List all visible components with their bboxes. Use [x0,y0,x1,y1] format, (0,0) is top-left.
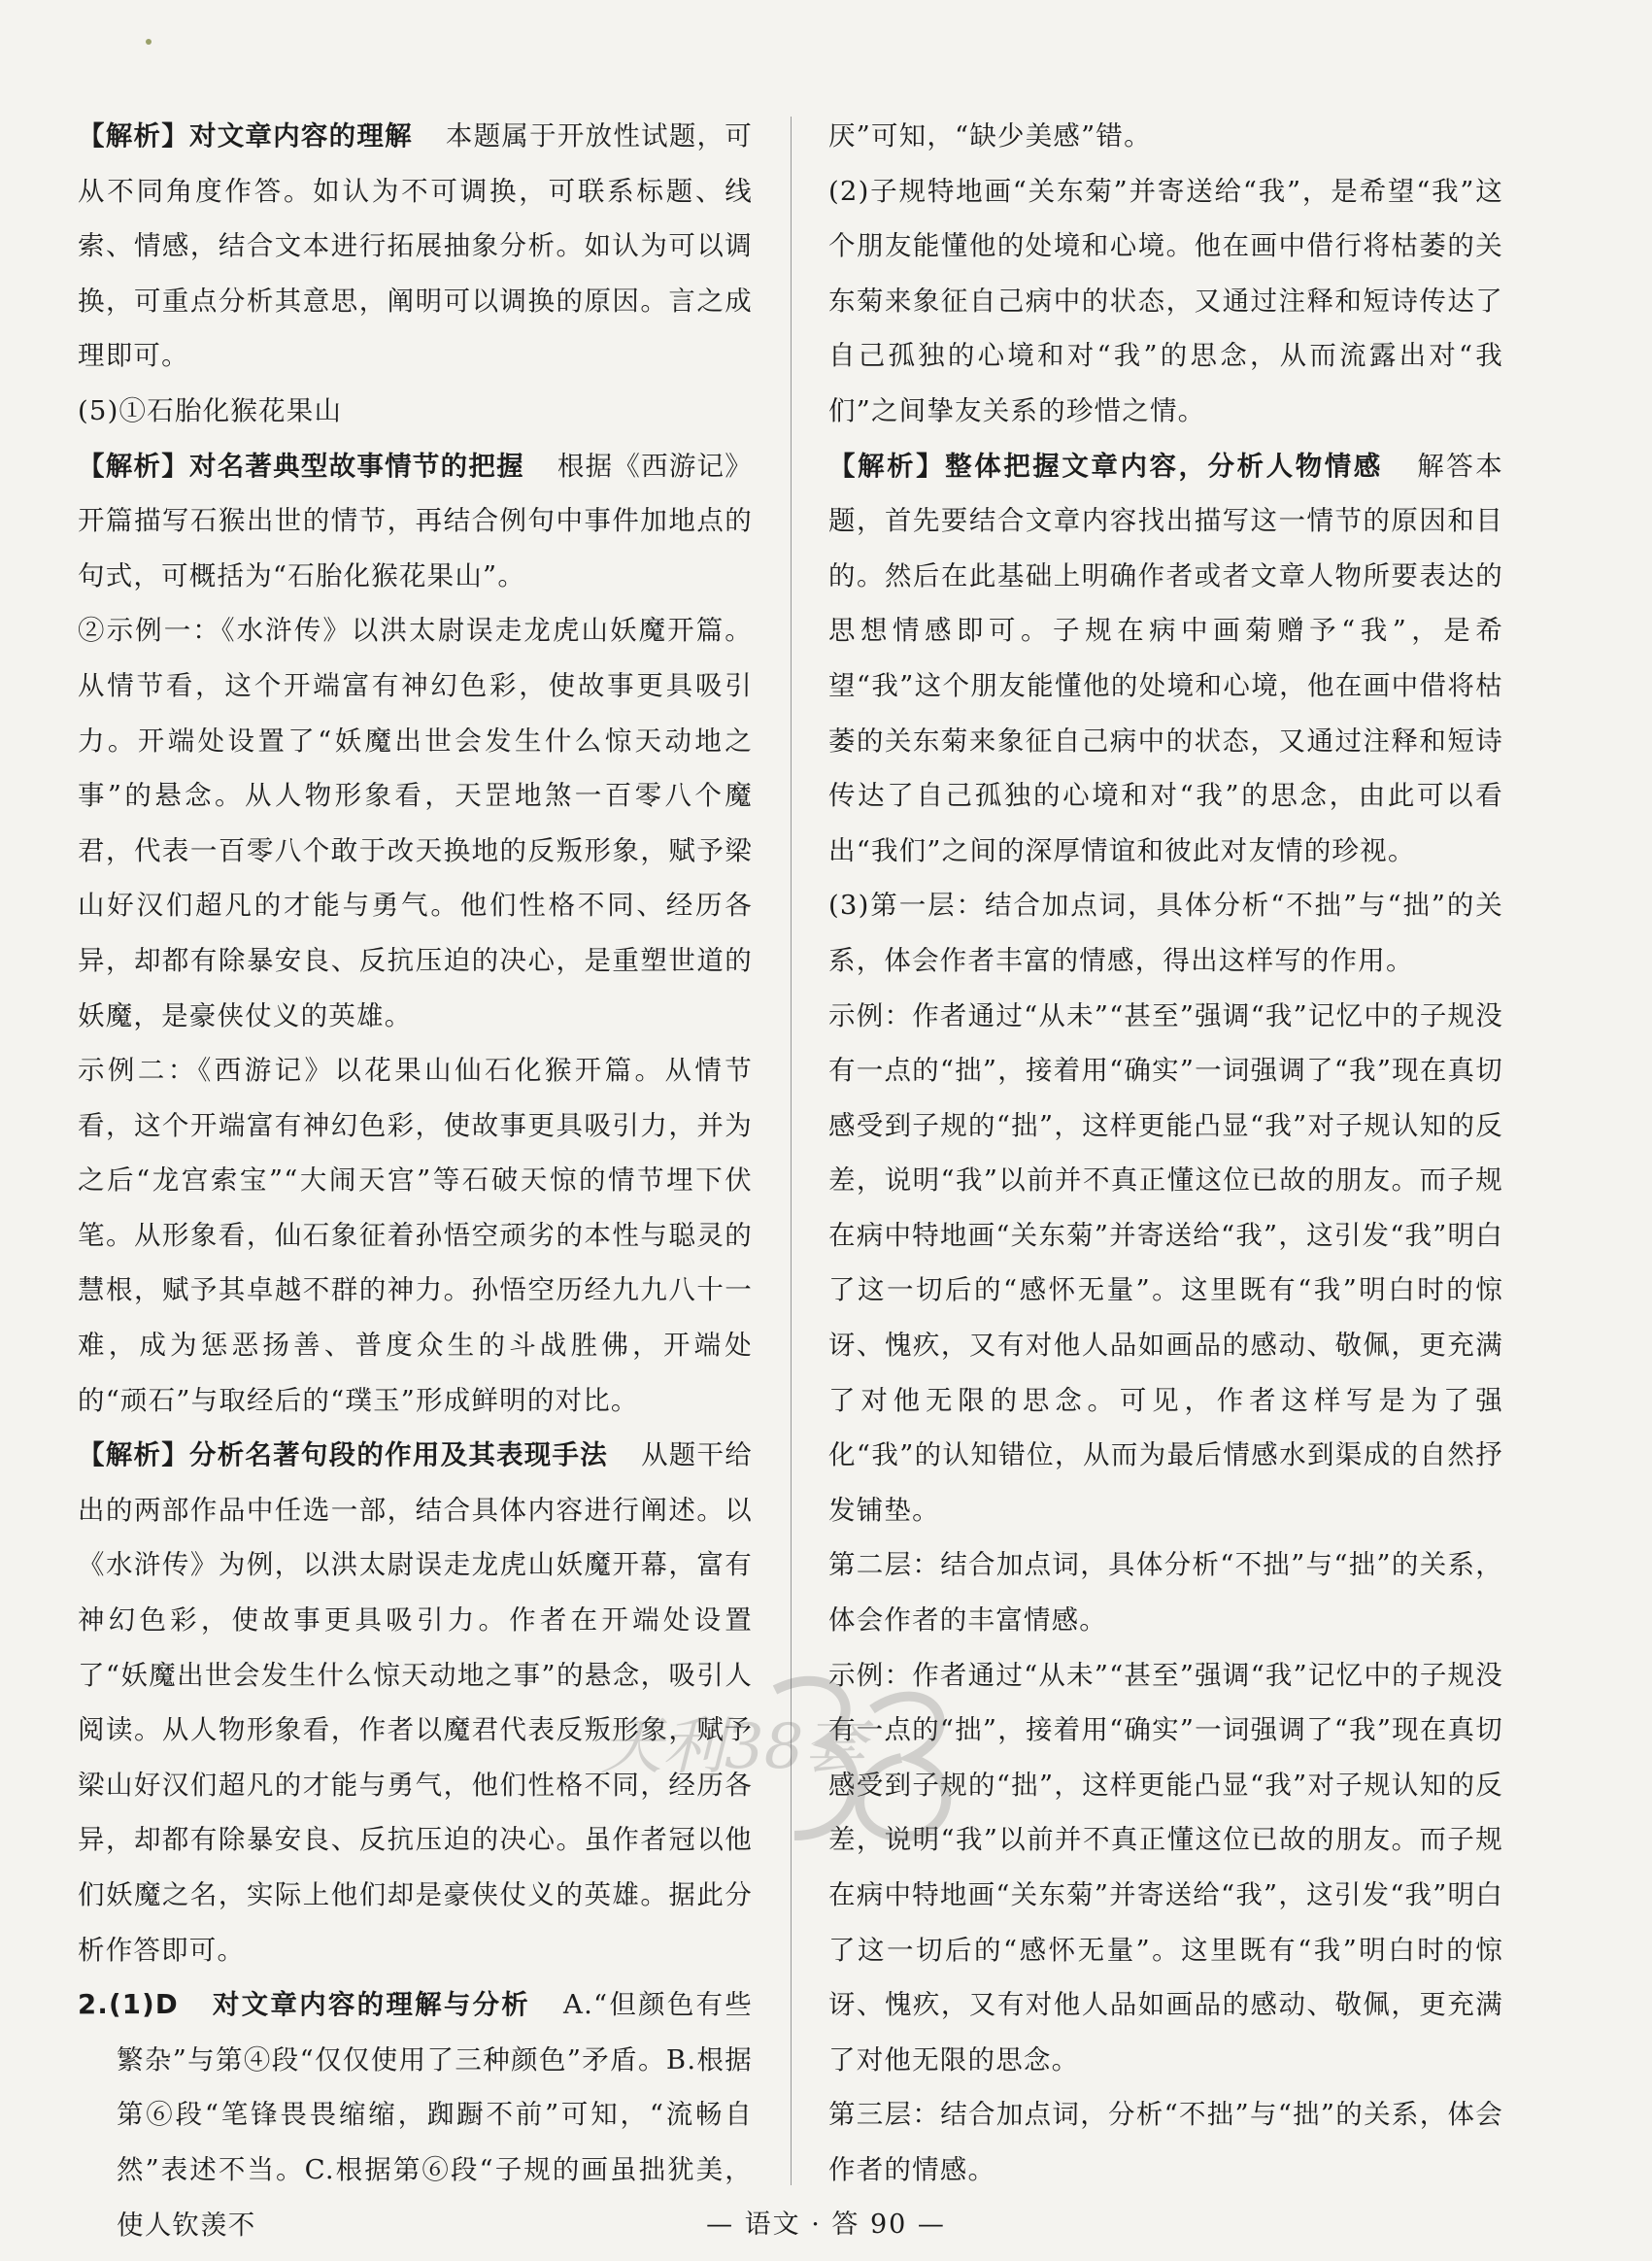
paragraph-text: 本题属于开放性试题，可从不同角度作答。如认为不可调换，可联系标题、线索、情感，结合文本进行拓展抽象分析。如认为可以调换，可重点分析其意思，阐明可以调换的原因。言之成理即可。 [78,120,754,372]
paragraph: 示例：作者通过“从未”“甚至”强调“我”记忆中的子规没有一点的“拙”，接着用“确实”一词强调了“我”现在真切感受到子规的“拙”，这样更能凸显“我”对子规认知的反差，说明“我”以前并不真正懂这位已故的朋友。而子规在病中特地画“关东菊”并寄送给“我”，这引发“我”明白了这一切后的“感怀无量”。这里既有“我”明白时的惊讶、愧疚，又有对他人品如画品的感动、敬佩，更充满了对他无限的思念。 [828,1659,1503,2075]
analysis-label: 【解析】对文章内容的理解 [78,120,413,152]
watermark-text: 天利38套 [600,1711,866,1783]
paragraph-text: 根据《西游记》开篇描写石猴出世的情节，再结合例句中事件加地点的句式，可概括为“石胎化猴花果山”。 [78,450,753,591]
paragraph [828,439,1503,879]
question-number: 2.(1)D [78,1989,179,2021]
paragraph: ②示例一：《水浒传》以洪太尉误走龙虎山妖魔开篇。从情节看，这个开端富有神幻色彩，使故事更具吸引力。开端处设置了“妖魔出世会发生什么惊天动地之事”的悬念。从人物形象看，天罡地煞一百零八个魔君，代表一百零八个敢于改天换地的反叛形象，赋予梁山好汉们超凡的才能与勇气。他们性格不同、经历各异，却都有除暴安良、反抗压迫的决心，是重塑世道的妖魔，是豪侠仗义的英雄。 [78,615,753,1031]
paragraph [78,439,753,604]
paragraph [78,1428,753,1977]
analysis-label: 【解析】整体把握文章内容，分析人物情感 [828,450,1383,482]
paragraph: 第二层：结合加点词，具体分析“不拙”与“拙”的关系，体会作者的丰富情感。 [828,1549,1503,1637]
column-divider [791,117,792,2185]
paragraph: 示例二：《西游记》以花果山仙石化猴开篇。从情节看，这个开端富有神幻色彩，使故事更具吸引力，并为之后“龙宫索宝”“大闹天宫”等石破天惊的情节埋下伏笔。从形象看，仙石象征着孙悟空顽劣的本性与聪灵的慧根，赋予其卓越不群的神力。孙悟空历经九九八十一难，成为惩恶扬善、普度众生的斗战胜佛，开端处的“顽石”与取经后的“璞玉”形成鲜明的对比。 [78,1055,753,1416]
paragraph: 示例：作者通过“从未”“甚至”强调“我”记忆中的子规没有一点的“拙”，接着用“确实”一词强调了“我”现在真切感受到子规的“拙”，这样更能凸显“我”对子规认知的反差，说明“我”以前并不真正懂这位已故的朋友。而子规在病中特地画“关东菊”并寄送给“我”，这引发“我”明白了这一切后的“感怀无量”。这里既有“我”明白时的惊讶、愧疚，又有对他人品如画品的感动、敬佩，更充满了对他无限的思念。可见，作者这样写是为了强化“我”的认知错位，从而为最后情感水到渠成的自然抒发铺垫。 [828,999,1503,1526]
print-speck [146,39,152,45]
paragraph-text: A.“但颜色有些繁杂”与第④段“仅仅使用了三种颜色”矛盾。B.根据第⑥段“笔锋畏畏缩缩，踟蹰不前”可知，“流畅自然”表述不当。C.根据第⑥段“子规的画虽拙犹美，使人钦羡不 [117,1989,753,2241]
page-footer: — 语文 · 答 90 — [706,2210,946,2240]
paragraph [78,109,753,384]
paragraph-text: 解答本题，首先要结合文章内容找出描写这一情节的原因和目的。然后在此基础上明确作者或者文章人物所要表达的思想情感即可。子规在病中画菊赠予“我”，是希望“我”这个朋友能懂他的处境和心境，他在画中借将枯萎的关东菊来象征自己病中的状态，又通过注释和短诗传达了自己孤独的心境和对“我”的思念，由此可以看出“我们”之间的深厚情谊和彼此对友情的珍视。 [828,450,1503,866]
right-column [828,109,1503,2198]
paragraph: (2)子规特地画“关东菊”并寄送给“我”，是希望“我”这个朋友能懂他的处境和心境。他在画中借行将枯萎的关东菊来象征自己病中的状态，又通过注释和短诗传达了自己孤独的心境和对“我”的思念，从而流露出对“我们”之间挚友关系的珍惜之情。 [828,175,1503,426]
paragraph-text: 从题干给出的两部作品中任选一部，结合具体内容进行阐述。以《水浒传》为例，以洪太尉误走龙虎山妖魔开幕，富有神幻色彩，使故事更具吸引力。作者在开端处设置了“妖魔出世会发生什么惊天动地之事”的悬念，吸引人阅读。从人物形象看，作者以魔君代表反叛形象，赋予梁山好汉们超凡的才能与勇气，他们性格不同，经历各异，却都有除暴安良、反抗压迫的决心。虽作者冠以他们妖魔之名，实际上他们却是豪侠仗义的英雄。据此分析作答即可。 [78,1439,753,1966]
analysis-label: 对文章内容的理解与分析 [211,1989,531,2021]
paragraph: 第三层：结合加点词，分析“不拙”与“拙”的关系，体会作者的情感。 [828,2099,1503,2185]
answer-item: (5)①石胎化猴花果山 [78,394,343,426]
analysis-label: 【解析】对名著典型故事情节的把握 [78,450,524,482]
analysis-label: 【解析】分析名著句段的作用及其表现手法 [78,1439,609,1471]
paragraph: (3)第一层：结合加点词，具体分析“不拙”与“拙”的关系，体会作者丰富的情感，得出这样写的作用。 [828,890,1503,976]
paragraph: 厌”可知，“缺少美感”错。 [828,120,1152,152]
left-column [78,109,753,2252]
